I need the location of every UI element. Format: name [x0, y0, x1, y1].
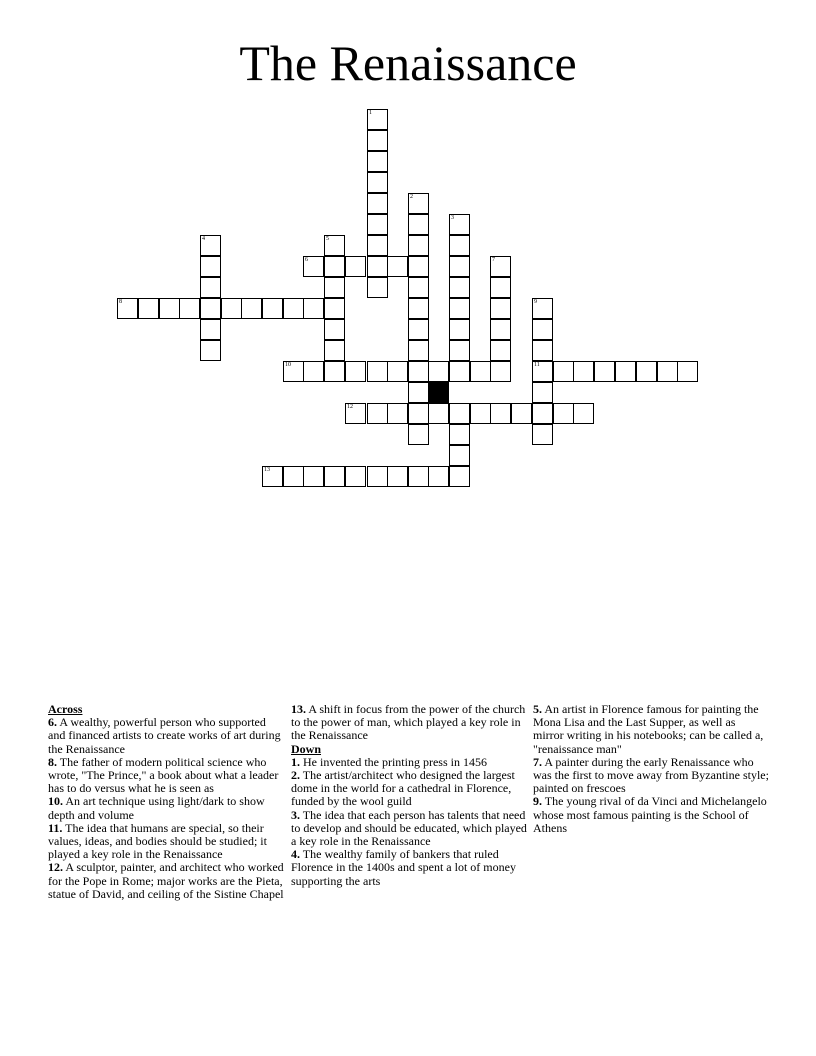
- clue-text: An art technique using light/dark to show depth and volume: [48, 794, 265, 822]
- grid-cell[interactable]: [594, 361, 615, 382]
- grid-cell[interactable]: [345, 256, 366, 277]
- clue-number-label: 7: [492, 257, 495, 263]
- grid-cell[interactable]: [387, 403, 408, 424]
- clue-across-11: [48, 822, 284, 862]
- clue-text: The artist/architect who designed the largest dome in the world for a cathedral in Florence, funded by the wool guild: [291, 768, 515, 809]
- grid-cell[interactable]: [490, 361, 511, 382]
- grid-cell[interactable]: [553, 403, 574, 424]
- grid-cell[interactable]: [449, 403, 470, 424]
- grid-cell[interactable]: [408, 466, 429, 487]
- grid-cell[interactable]: [470, 403, 491, 424]
- clue-number-label: 10: [285, 362, 291, 368]
- grid-cell[interactable]: [449, 424, 470, 445]
- clue-across-13: [291, 703, 527, 743]
- grid-cell[interactable]: [408, 319, 429, 340]
- clue-text: The idea that humans are special, so their values, ideas, and bodies should be studied; it played a key role in the Renaissance: [48, 820, 267, 862]
- grid-cell[interactable]: [200, 256, 221, 277]
- grid-cell[interactable]: [262, 298, 283, 319]
- clue-text: The young rival of da Vinci and Michelangelo whose most famous painting is the School of Athens: [533, 794, 767, 835]
- grid-cell[interactable]: [367, 466, 388, 487]
- grid-cell[interactable]: [324, 319, 345, 340]
- grid-cell[interactable]: [449, 298, 470, 319]
- grid-cell[interactable]: [324, 361, 345, 382]
- grid-cell[interactable]: [367, 361, 388, 382]
- clue-text: The father of modern political science who wrote, "The Prince," a book about what a leader has to do versus what he is seen as: [48, 754, 279, 796]
- puzzle-title: The Renaissance: [239, 35, 577, 91]
- grid-cell[interactable]: [615, 361, 636, 382]
- grid-cell[interactable]: [387, 256, 408, 277]
- grid-cell[interactable]: [200, 298, 221, 319]
- down-heading: Down: [291, 741, 322, 756]
- clue-number: 11.: [48, 820, 63, 835]
- grid-cell[interactable]: [367, 214, 388, 235]
- grid-cell[interactable]: [532, 340, 553, 361]
- clue-number-label: 8: [119, 299, 122, 305]
- grid-cell[interactable]: [367, 172, 388, 193]
- grid-cell[interactable]: [408, 340, 429, 361]
- clue-down-7: [533, 756, 769, 796]
- grid-cell[interactable]: [449, 361, 470, 382]
- grid-cell[interactable]: [367, 403, 388, 424]
- grid-cell[interactable]: [283, 298, 304, 319]
- grid-cell[interactable]: [449, 319, 470, 340]
- grid-cell[interactable]: [449, 256, 470, 277]
- grid-cell[interactable]: [408, 214, 429, 235]
- clue-number-label: 1: [369, 110, 372, 116]
- grid-cell[interactable]: [657, 361, 678, 382]
- grid-cell[interactable]: [159, 298, 180, 319]
- grid-cell[interactable]: [428, 361, 449, 382]
- grid-cell[interactable]: [636, 361, 657, 382]
- grid-cell[interactable]: [387, 466, 408, 487]
- grid-cell[interactable]: [408, 235, 429, 256]
- clue-down-5: [533, 703, 769, 756]
- clue-text: A wealthy, powerful person who supported and financed artists to create works of art during the Renaissance: [48, 715, 281, 756]
- grid-cell[interactable]: [367, 277, 388, 298]
- grid-cell[interactable]: [490, 340, 511, 361]
- clue-number: 2.: [291, 768, 300, 783]
- clue-number: 7.: [533, 754, 542, 769]
- black-cell: [428, 382, 449, 403]
- clue-down-2: [291, 769, 527, 809]
- clue-number: 8.: [48, 754, 57, 769]
- clue-number: 3.: [291, 807, 300, 822]
- clue-number: 12.: [48, 860, 63, 875]
- grid-cell[interactable]: [367, 130, 388, 151]
- grid-cell[interactable]: [490, 298, 511, 319]
- clue-text: He invented the printing press in 1456: [303, 754, 487, 769]
- clue-number-label: 9: [534, 299, 537, 305]
- grid-cell[interactable]: [283, 466, 304, 487]
- clue-number-label: 11: [534, 362, 540, 368]
- clue-number-label: 3: [451, 215, 454, 221]
- clue-down-9: [533, 795, 769, 835]
- clue-number: 4.: [291, 847, 300, 862]
- clue-number: 1.: [291, 754, 300, 769]
- clues-column-2: [291, 703, 527, 888]
- grid-cell[interactable]: [200, 277, 221, 298]
- grid-cell[interactable]: [449, 466, 470, 487]
- grid-cell[interactable]: [179, 298, 200, 319]
- grid-cell[interactable]: [490, 277, 511, 298]
- clue-across-6: [48, 716, 284, 756]
- clue-text: A sculptor, painter, and architect who worked for the Pope in Rome; major works are the Pieta, statue of David, and ceiling of the Sistine Chapel: [48, 860, 284, 901]
- grid-cell[interactable]: [511, 403, 532, 424]
- grid-cell[interactable]: [303, 466, 324, 487]
- grid-cell[interactable]: [367, 151, 388, 172]
- clue-number-label: 6: [305, 257, 308, 263]
- clue-text: The idea that each person has talents that need to develop and should be educated, which played a key role in the Renaissance: [291, 807, 527, 849]
- grid-cell[interactable]: [324, 298, 345, 319]
- across-heading: Across: [48, 702, 83, 716]
- clue-across-8: [48, 756, 284, 796]
- grid-cell[interactable]: [345, 361, 366, 382]
- grid-cell[interactable]: [324, 277, 345, 298]
- grid-cell[interactable]: [408, 382, 429, 403]
- crossword-grid: [0, 0, 816, 500]
- grid-cell[interactable]: [367, 235, 388, 256]
- grid-cell[interactable]: [345, 466, 366, 487]
- clue-text: An artist in Florence famous for painting the Mona Lisa and the Last Supper, as well as mirror writing in his notebooks; can be called a, "renaissance man": [533, 702, 764, 756]
- grid-cell[interactable]: [221, 298, 242, 319]
- grid-cell[interactable]: [532, 424, 553, 445]
- grid-cell[interactable]: [532, 319, 553, 340]
- clue-down-4: [291, 848, 527, 888]
- grid-cell[interactable]: [367, 256, 388, 277]
- clue-number-label: 12: [347, 404, 353, 410]
- grid-cell[interactable]: [573, 361, 594, 382]
- grid-cell[interactable]: [449, 277, 470, 298]
- grid-cell[interactable]: [303, 361, 324, 382]
- grid-cell[interactable]: [490, 319, 511, 340]
- grid-cell[interactable]: [387, 361, 408, 382]
- clue-text: The wealthy family of bankers that ruled Florence in the 1400s and spent a lot of money supporting the arts: [291, 847, 516, 888]
- grid-cell[interactable]: [470, 361, 491, 382]
- grid-cell[interactable]: [573, 403, 594, 424]
- clue-number-label: 5: [326, 236, 329, 242]
- clues-column-3: [533, 703, 769, 835]
- grid-cell[interactable]: [241, 298, 262, 319]
- clue-number-label: 13: [264, 467, 270, 473]
- clue-number: 13.: [291, 702, 306, 716]
- clue-number-label: 4: [202, 236, 205, 242]
- clue-number: 5.: [533, 702, 542, 716]
- grid-cell[interactable]: [408, 277, 429, 298]
- grid-cell[interactable]: [553, 361, 574, 382]
- grid-cell[interactable]: [303, 298, 324, 319]
- clue-down-3: [291, 809, 527, 849]
- clue-number: 6.: [48, 715, 57, 730]
- grid-cell[interactable]: [200, 319, 221, 340]
- clue-text: A painter during the early Renaissance who was the first to move away from Byzantine style; painted on frescoes: [533, 754, 769, 796]
- grid-cell[interactable]: [449, 445, 470, 466]
- grid-cell[interactable]: [408, 403, 429, 424]
- grid-cell[interactable]: [532, 403, 553, 424]
- grid-cell[interactable]: [408, 424, 429, 445]
- clue-number-label: 2: [410, 194, 413, 200]
- grid-cell[interactable]: [408, 361, 429, 382]
- grid-cell[interactable]: [449, 235, 470, 256]
- grid-cell[interactable]: [138, 298, 159, 319]
- grid-cell[interactable]: [367, 193, 388, 214]
- clue-number: 10.: [48, 794, 63, 809]
- clue-across-12: [48, 861, 284, 901]
- grid-cell[interactable]: [677, 361, 698, 382]
- grid-cell[interactable]: [324, 340, 345, 361]
- clues-column-1: [48, 703, 284, 901]
- clue-text: A shift in focus from the power of the church to the power of man, which played a key role in the Renaissance: [291, 702, 526, 743]
- grid-cell[interactable]: [532, 382, 553, 403]
- grid-cell[interactable]: [200, 340, 221, 361]
- grid-cell[interactable]: [449, 340, 470, 361]
- grid-cell[interactable]: [324, 256, 345, 277]
- grid-cell[interactable]: [408, 256, 429, 277]
- grid-cell[interactable]: [428, 403, 449, 424]
- grid-cell[interactable]: [408, 298, 429, 319]
- clue-number: 9.: [533, 794, 542, 809]
- grid-cell[interactable]: [490, 403, 511, 424]
- grid-cell[interactable]: [428, 466, 449, 487]
- clue-across-10: [48, 795, 284, 821]
- grid-cell[interactable]: [324, 466, 345, 487]
